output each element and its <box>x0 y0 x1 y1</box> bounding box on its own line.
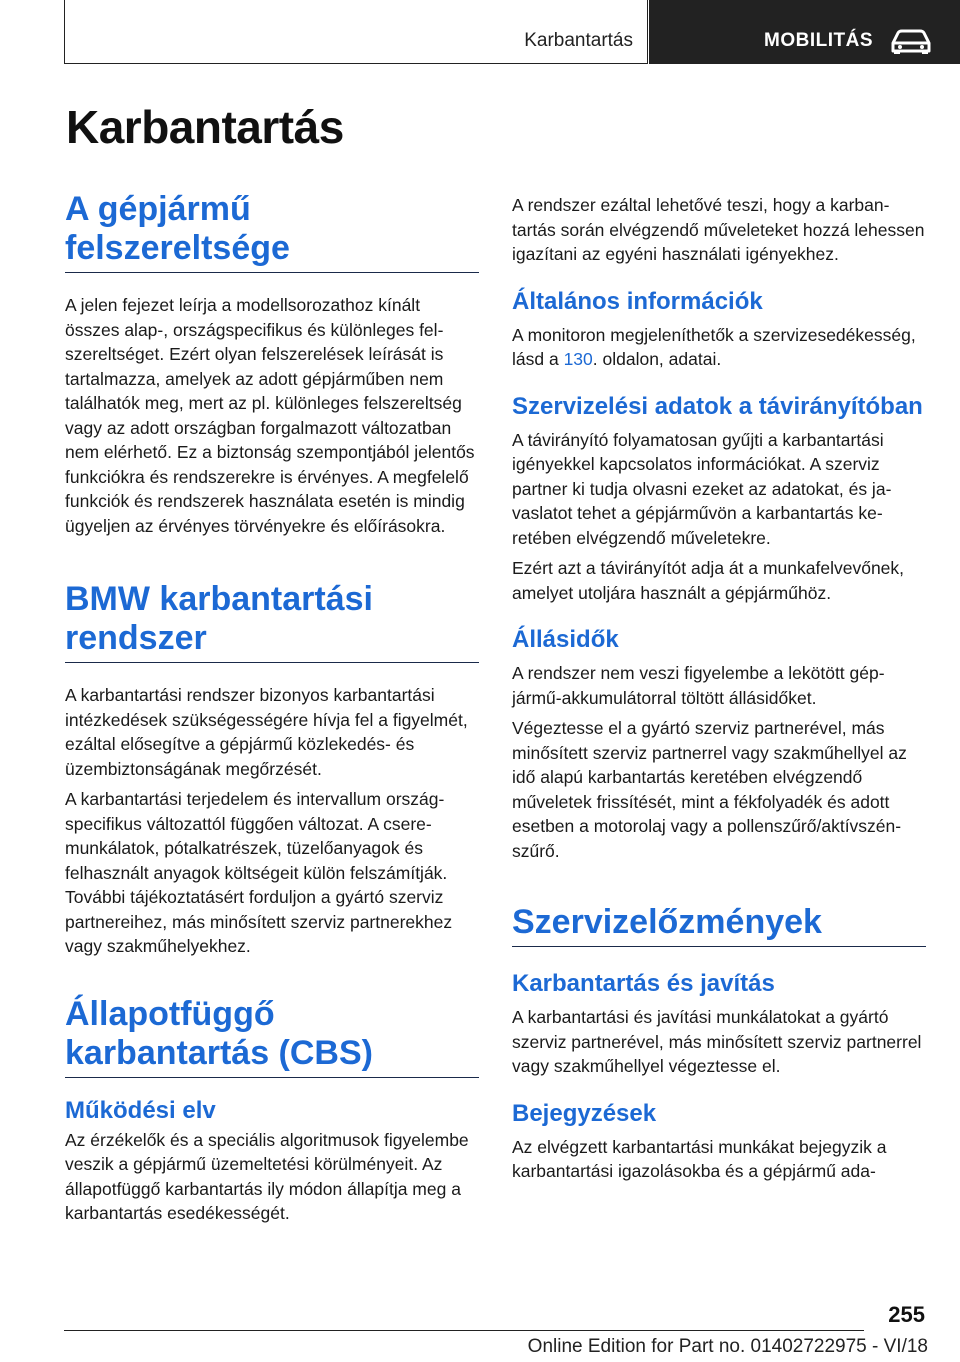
heading-cbs: Állapotfüggő karbantartás (CBS) <box>65 995 479 1078</box>
heading-equipment: A gépjármű felszereltsége <box>65 190 479 273</box>
heading-general-info: Általános információk <box>512 287 763 315</box>
footer-divider <box>64 1330 864 1331</box>
heading-remote-data: Szervizelési adatok a távirányítóban <box>512 392 923 420</box>
heading-entries: Bejegyzések <box>512 1099 657 1127</box>
paragraph-equipment: A jelen fejezet leírja a modellsorozathoz kínált összes alap-, országspecifikus és különleges felszereltséget. Ezért olyan felszerelések leírását is tartalmazza, amelyek az adott gépjárműben nem találhatók meg, mert az pl. különleges felszereltség vagy az adott országban forgalmazott változatban nem elérhető. Ez a biztonság szempontjából jelentős funkciókra és rendszerekre is érvényes. A megfelelő funkciók és rendszerek használata esetén is mindig ügyeljen az érvényes törvényekre és előírásokra. <box>65 295 475 536</box>
paragraph-remote-2: Ezért azt a távirányítót adja át a munkafelvevőnek, amelyet utoljára használt a gépjárműhöz. <box>512 558 905 603</box>
paragraph-bmw-2: A karbantartási terjedelem és intervallum országspecifikus változattól függően változat. A cseremunkálatok, pótalkatrészek, tüzelőanyagok és felhasznált anyagok költségeit külön felszámítják. További tájékoztatásért forduljon a gyártó szerviz partnereihez, más minősített szerviz partnerekhez vagy szakműhelyekhez. <box>65 789 453 956</box>
left-column <box>65 190 479 1226</box>
page-title: Karbantartás <box>66 101 344 153</box>
heading-service-history: Szervizelőzmények <box>512 903 926 947</box>
header-chapter-tab <box>649 0 960 64</box>
paragraph-remote-1: A távirányító folyamatosan gyűjti a karbantartási igényekkel kapcsolatos információkat. A szerviz partner ki tudja olvasni ezeket az adatokat, és javaslatot tehet a gépjárművön a karbantartás keretében elvégzendő műveletekre. <box>512 429 892 548</box>
heading-principle: Működési elv <box>65 1096 216 1124</box>
paragraph-general-info <box>512 323 926 372</box>
heading-bmw-maintenance: BMW karbantartási rendszer <box>65 580 479 663</box>
paragraph-principle: Az érzékelők és a speciális algoritmusok figyelembe veszik a gépjármű üzemeltetési körülményeit. Az állapotfüggő karbantartás ily módon állapítja meg a karbantartás esedékességét. <box>65 1129 469 1223</box>
paragraph-standstill-1: A rendszer nem veszi figyelembe a lekötött gépjármű-akkumulátorral töltött állásidőket. <box>512 663 885 708</box>
paragraph-intro: A rendszer ezáltal lehetővé teszi, hogy a karbantartás során elvégzendő műveleteket hozzá lehessen igazítani az egyéni használati igényekhez. <box>512 195 925 264</box>
heading-repair: Karbantartás és javítás <box>512 970 775 997</box>
paragraph-repair: A karbantartási és javítási munkálatokat a gyártó szerviz partnerével, más minősített szerviz partnerrel vagy szakműhellyel végeztesse el. <box>512 1007 922 1076</box>
paragraph-bmw-1: A karbantartási rendszer bizonyos karbantartási intézkedések szükségességére hívja fel a figyelmét, ezáltal elősegítve a gépjármű közlekedés- és üzembiztonságának megőrzését. <box>65 685 468 779</box>
paragraph-general-text: A monitoron megjeleníthetők a szervizesedékesség, lásd a <box>512 324 916 369</box>
heading-standstill: Állásidők <box>512 626 619 653</box>
car-icon <box>889 29 933 55</box>
header-section-box <box>64 0 648 64</box>
header-section-title: Karbantartás <box>524 30 633 51</box>
page-link-130[interactable]: 130 <box>563 349 593 369</box>
paragraph-standstill-2: Végeztesse el a gyártó szerviz partnerével, más minősített szerviz partnerrel vagy szakműhellyel az idő alapú karbantartás keretében elvégzendő műveletek frissítését, mint a fékfolyadék és adott esetben a motorolaj vagy a pollenszűrő/aktívszén-szűrő. <box>512 718 907 861</box>
paragraph-entries: Az elvégzett karbantartási munkákat bejegyzik a karbantartási igazolásokba és a gépjármű ada- <box>512 1136 887 1181</box>
right-column <box>512 193 926 1184</box>
footer-edition: Online Edition for Part no. 01402722975 - VI/18 <box>527 1336 928 1357</box>
page-number: 255 <box>888 1302 925 1327</box>
paragraph-general-tail: . oldalon, adatai. <box>592 349 722 369</box>
header-chapter-title: MOBILITÁS <box>764 30 873 51</box>
